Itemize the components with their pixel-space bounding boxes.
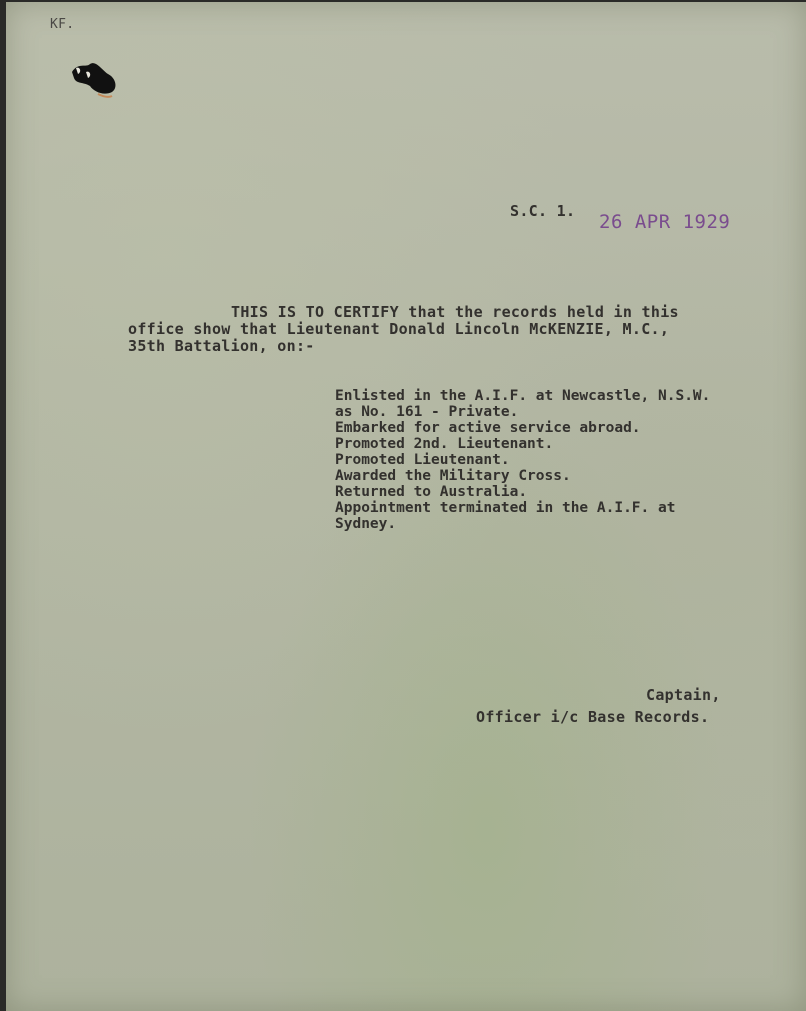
certificate-intro-line-2: office show that Lieutenant Donald Lincoln McKENZIE, M.C.,	[128, 320, 670, 338]
record-event: Promoted Lieutenant.	[335, 452, 510, 468]
ink-blot-mark	[68, 58, 120, 100]
record-event: Appointment terminated in the A.I.F. at Sydney.	[335, 500, 676, 532]
file-initials: KF.	[50, 17, 75, 32]
date-stamp: 26 APR 1929	[599, 211, 731, 233]
signature-title: Officer i/c Base Records.	[476, 708, 710, 726]
record-event: Embarked for active service abroad.	[335, 420, 641, 436]
certificate-intro-line-3: 35th Battalion, on:-	[128, 337, 315, 355]
certificate-intro-line-1: THIS IS TO CERTIFY that the records held in this	[231, 303, 679, 321]
record-event: Returned to Australia.	[335, 484, 528, 500]
record-event: Promoted 2nd. Lieutenant.	[335, 436, 554, 452]
reference-number: S.C. 1.	[510, 202, 576, 220]
record-event: Awarded the Military Cross.	[335, 468, 571, 484]
record-event: Enlisted in the A.I.F. at Newcastle, N.S.W. as No. 161 - Private.	[335, 388, 711, 420]
signature-rank: Captain,	[646, 686, 721, 704]
document-page	[6, 2, 806, 1011]
